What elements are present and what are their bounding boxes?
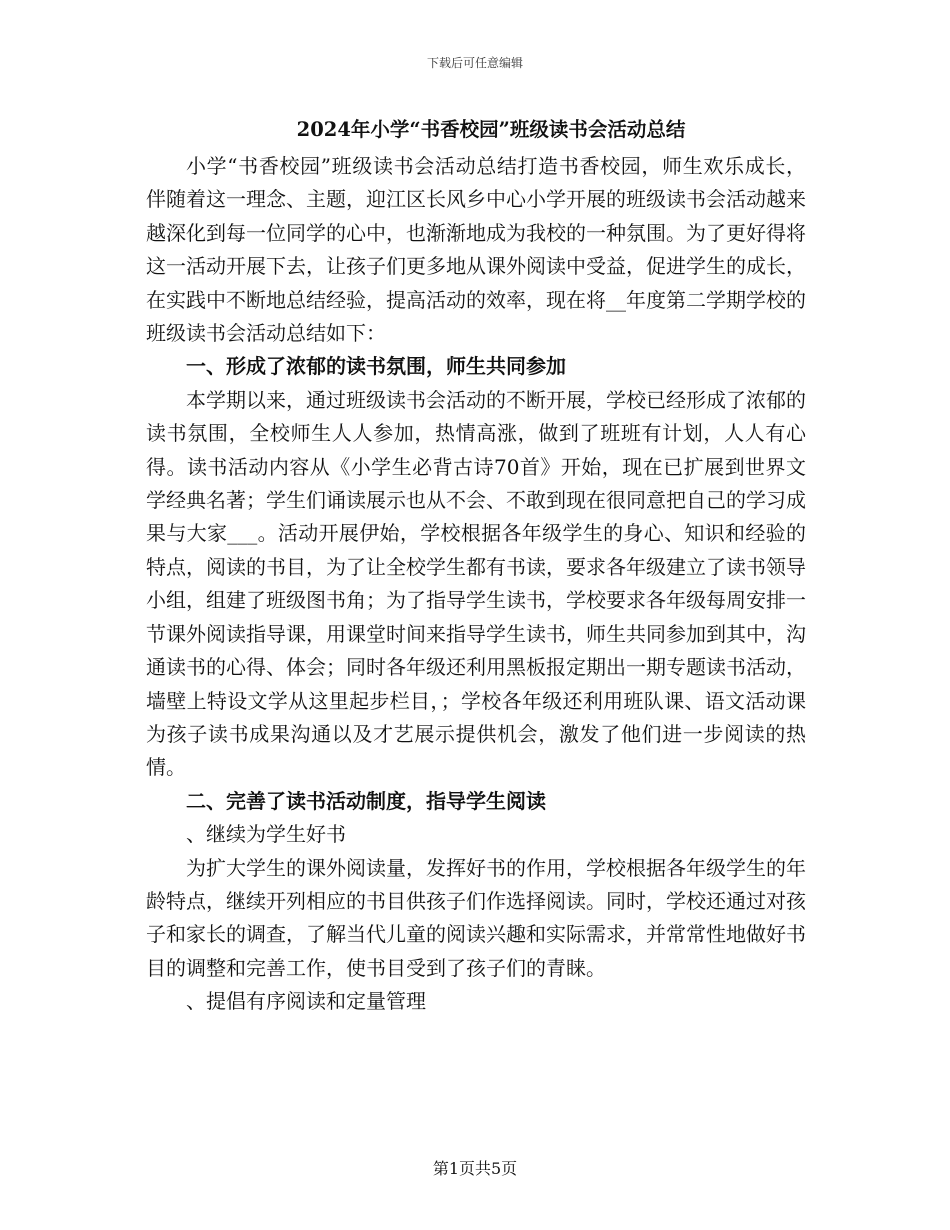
intro-paragraph: 小学“书香校园”班级读书会活动总结打造书香校园，师生欢乐成长，伴随着这一理念、主题，迎江区长风乡中心小学开展的班级读书会活动越来越深化到每一位同学的心中，也渐渐地成为我校的一种氛围。为了更好得将这一活动开展下去，让孩子们更多地从课外阅读中受益，促进学生的成长，在实践中不断地总结经验，提高活动的效率，现在将__年度第二学期学校的班级读书会活动总结如下： (146, 154, 806, 346)
page-header-note: 下载后可任意编辑 (426, 56, 523, 70)
document-title: 2024年小学“书香校园”班级读书会活动总结 (296, 118, 686, 141)
document-body (146, 110, 806, 1019)
page-number: 第1页共5页 (432, 1159, 518, 1178)
section-1-paragraph: 本学期以来，通过班级读书会活动的不断开展，学校已经形成了浓郁的读书氛围，全校师生人人参加，热情高涨，做到了班班有计划，人人有心得。读书活动内容从《小学生必背古诗70首》开始，现在已扩展到世界文学经典名著；学生们诵读展示也从不会、不敢到现在很同意把自己的学习成果与大家___。活动开展伊始，学校根据各年级学生的身心、知识和经验的特点，阅读的书目，为了让全校学生都有书读，要求各年级建立了读书领导小组，组建了班级图书角；为了指导学生读书，学校要求各年级每周安排一节课外阅读指导课，用课堂时间来指导学生读书，师生共同参加到其中，沟通读书的心得、体会；同时各年级还利用黑板报定期出一期专题读书活动，墙壁上特设文学从这里起步栏目，；学校各年级还利用班队课、语文活动课为孩子读书成果沟通以及才艺展示提供机会，激发了他们进一步阅读的热情。 (146, 387, 806, 780)
subsection-1-heading: 、继续为学生好书 (186, 822, 346, 847)
subsection-2-heading: 、提倡有序阅读和定量管理 (186, 989, 426, 1014)
section-1-heading: 一、形成了浓郁的读书氛围，师生共同参加 (186, 354, 566, 379)
section-2-heading: 二、完善了读书活动制度，指导学生阅读 (186, 788, 546, 813)
subsection-1-paragraph: 为扩大学生的课外阅读量，发挥好书的作用，学校根据各年级学生的年龄特点，继续开列相应的书目供孩子们作选择阅读。同时，学校还通过对孩子和家长的调查，了解当代儿童的阅读兴趣和实际需求，并常常性地做好书目的调整和完善工作，使书目受到了孩子们的青睐。 (146, 855, 806, 980)
